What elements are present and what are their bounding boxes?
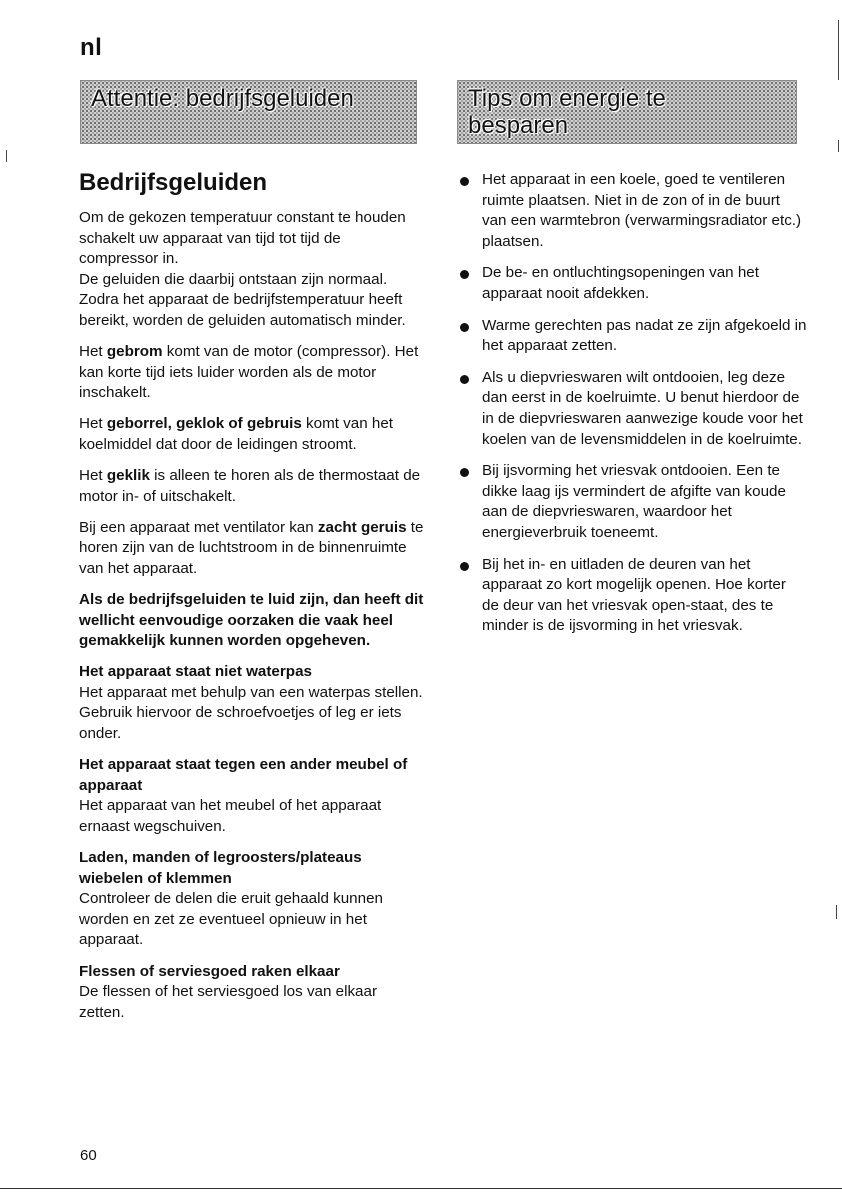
list-item [462,461,807,543]
bullet-icon [460,270,469,279]
scan-edge-mark [838,20,839,80]
text: Het [79,415,107,433]
cause-block [79,755,424,837]
paragraph [79,342,424,404]
tip-text: Als u diepvrieswaren wilt ontdooien, leg deze dan eerst in de koelruimte. U benut hierdoor de in de diepvrieswaren aanwezige koude voor het koelen van de levensmiddelen in de koelruimte. [482,368,803,448]
cause-text: Controleer de delen die eruit gehaald kunnen worden en zet ze eventueel opnieuw in het apparaat. [79,890,383,949]
intro-paragraph [79,590,424,652]
paragraph: Om de gekozen temperatuur constant te houden schakelt uw apparaat van tijd tot tijd de compressor in. [79,209,406,268]
cause-block [79,962,424,1024]
paragraph: Zodra het apparaat de bedrijfstemperatuur heeft bereikt, worden de geluiden automatisch minder. [79,291,406,329]
tip-text: De be- en ontluchtingsopeningen van het apparaat nooit afdekken. [482,264,759,302]
list-item [462,170,807,252]
tip-text: Bij ijsvorming het vriesvak ontdooien. Een te dikke laag ijs vermindert de afgifte van koude aan de diepvrieswaren, waardoor het energieverbruik toeneemt. [482,462,786,541]
list-item [462,263,807,304]
scan-edge-mark [836,905,837,919]
section-banner-energy-tips [457,80,797,144]
emphasis: zacht geruis [317,518,407,536]
cause-block [79,848,424,951]
emphasis: gebrom [106,343,163,361]
left-column [79,168,424,1034]
cause-text: De flessen of het serviesgoed los van elkaar zetten. [79,983,378,1021]
text: te horen zijn van de luchtstroom in de binnenruimte van het apparaat. [79,518,424,577]
bullet-icon [460,177,469,186]
bullet-icon [460,323,469,332]
paragraph: De geluiden die daarbij ontstaan zijn normaal. [79,270,388,288]
page-number: 60 [80,1147,97,1164]
text: is alleen te horen als de thermostaat de motor in- of uitschakelt. [79,467,421,505]
banner-title-line-2: besparen [468,112,569,139]
tip-text: Het apparaat in een koele, goed te ventileren ruimte plaatsen. Niet in de zon of in de buurt van een warmtebron (verwarmingsradiator etc.) plaatsen. [482,171,802,250]
scan-edge-mark [838,140,839,152]
text: komt van de motor (compressor). Het kan korte tijd iets luider worden als de motor inschakelt. [79,343,419,402]
cause-text: Het apparaat met behulp van een waterpas stellen. Gebruik hiervoor de schroefvoetjes of leg er iets onder. [79,683,423,743]
cause-title: Flessen of serviesgoed raken elkaar [79,962,340,980]
cause-title: Het apparaat staat niet waterpas [79,663,312,681]
text: Het [79,467,107,485]
text: Het [79,343,107,361]
emphasis: geborrel, geklok of gebruis [106,415,302,433]
right-column [462,170,807,648]
bullet-icon [460,562,469,571]
section-banner-noises [80,80,417,144]
list-item [462,316,807,357]
emphasis: geklik [106,467,150,485]
language-code: nl [80,34,103,61]
cause-title: Het apparaat staat tegen een ander meubel of apparaat [79,756,408,794]
section-heading: Bedrijfsgeluiden [79,169,268,196]
paragraph [79,518,424,580]
banner-title-line-1: Tips om energie te [468,85,666,112]
list-item [462,368,807,450]
banner-title [468,85,666,139]
bullet-icon [460,468,469,477]
emphasis: Als de bedrijfsgeluiden te luid zijn, dan heeft dit wellicht eenvoudige oorzaken die vaak heel gemakkelijk kunnen worden opgeheven. [79,591,424,650]
banner-title: Attentie: bedrijfsgeluiden [91,85,354,112]
tip-text: Bij het in- en uitladen de deuren van het apparaat zo kort mogelijk openen. Hoe korter de deur van het vriesvak open-staat, des te minder is de ijsvorming in het vriesvak. [482,555,786,635]
bullet-icon [460,375,469,384]
tip-text: Warme gerechten pas nadat ze zijn afgekoeld in het apparaat zetten. [482,316,807,355]
cause-block [79,662,424,744]
cause-title: Laden, manden of legroosters/plateaus wiebelen of klemmen [79,849,362,887]
cause-text: Het apparaat van het meubel of het apparaat ernaast wegschuiven. [79,797,382,835]
list-item [462,555,807,637]
paragraph [79,466,424,507]
paragraph [79,414,424,455]
text: Bij een apparaat met ventilator kan [79,518,318,536]
scan-edge-mark [6,150,7,162]
text: komt van het koelmiddel dat door de leidingen stroomt. [79,415,393,453]
energy-tips-list [462,170,807,637]
bottom-edge-line [0,1188,842,1189]
